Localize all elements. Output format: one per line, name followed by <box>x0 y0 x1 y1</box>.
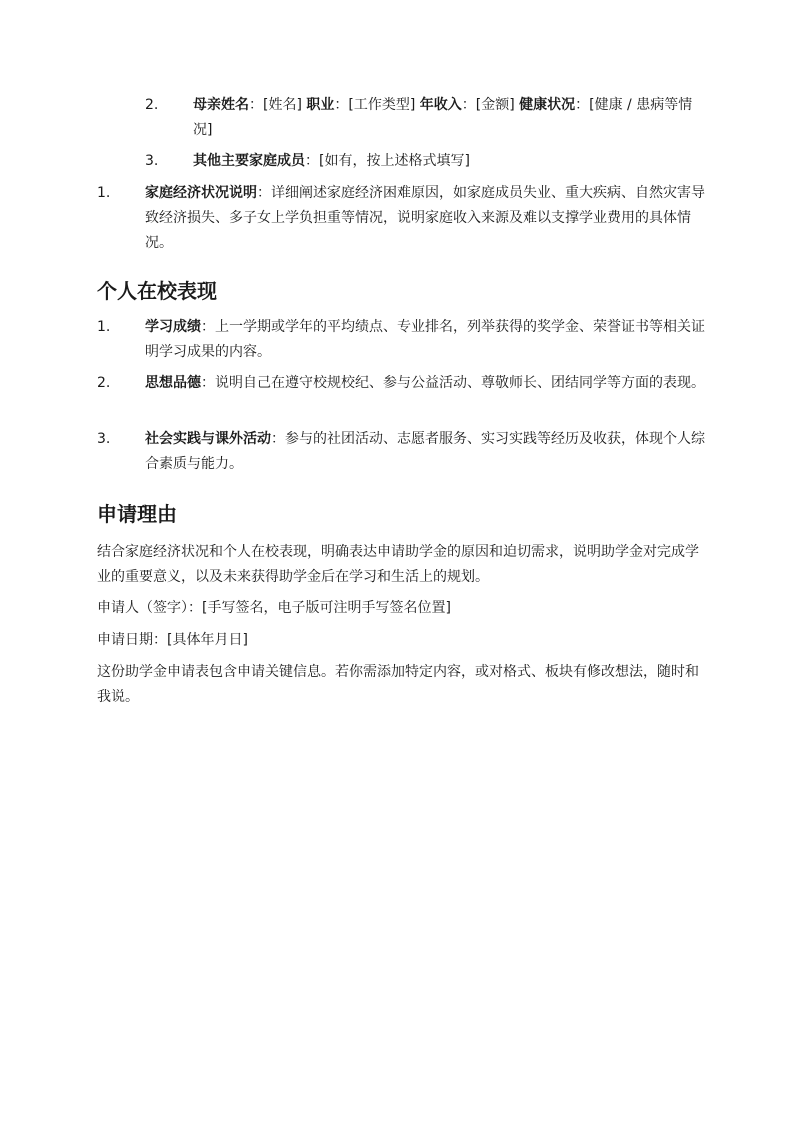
item-text: ：[金额] <box>461 97 520 113</box>
item-text: ：[健康 / 患病等情况] <box>193 97 693 138</box>
signature-line: 申请人（签字）：[手写签名，电子版可注明手写签名位置] <box>97 600 451 616</box>
list-number: 1. <box>97 319 111 335</box>
item-label: 学习成绩 <box>145 319 201 335</box>
reason-paragraph: 结合家庭经济状况和个人在校表现，明确表达申请助学金的原因和迫切需求，说明助学金对完成学业的重要意义，以及未来获得助学金后在学习和生活上的规划。 <box>97 544 699 585</box>
closing-note: 这份助学金申请表包含申请关键信息。若你需添加特定内容，或对格式、板块有修改想法，随时和我说。 <box>97 664 699 705</box>
list-number: 3. <box>145 153 159 169</box>
item-label: 年收入 <box>419 97 462 113</box>
other-family-item <box>193 149 705 174</box>
list-number: 1. <box>97 185 111 201</box>
item-text: ：参与的社团活动、志愿者服务、实习实践等经历及收获，体现个人综合素质与能力。 <box>145 431 705 472</box>
item-text: ：[如有，按上述格式填写] <box>305 153 470 169</box>
item-label: 家庭经济状况说明 <box>145 185 257 201</box>
section-heading-reason: 申请理由 <box>97 502 177 526</box>
grades-item <box>145 315 705 365</box>
mother-info-item <box>193 93 705 143</box>
item-label: 健康状况 <box>519 97 576 113</box>
list-number: 2. <box>97 375 111 391</box>
activities-item <box>145 427 705 477</box>
item-text: ：说明自己在遵守校规校纪、参与公益活动、尊敬师长、团结同学等方面的表现。 <box>201 375 705 391</box>
morality-item <box>145 371 705 396</box>
item-label: 母亲姓名 <box>193 97 249 113</box>
item-text: ：[姓名] <box>249 97 307 113</box>
section-heading-school: 个人在校表现 <box>97 279 217 303</box>
item-text: ：[工作类型] <box>334 97 420 113</box>
item-label: 社会实践与课外活动 <box>145 431 271 447</box>
item-label: 思想品德 <box>145 375 201 391</box>
list-number: 2. <box>145 97 159 113</box>
date-line: 申请日期：[具体年月日] <box>97 632 248 648</box>
item-text: ：详细阐述家庭经济困难原因，如家庭成员失业、重大疾病、自然灾害导致经济损失、多子女上学负担重等情况，说明家庭收入来源及难以支撑学业费用的具体情况。 <box>145 185 705 251</box>
item-text: ：上一学期或学年的平均绩点、专业排名，列举获得的奖学金、荣誉证书等相关证明学习成果的内容。 <box>145 319 705 360</box>
item-label: 职业 <box>306 97 335 113</box>
economic-status-item <box>145 181 705 256</box>
list-number: 3. <box>97 431 111 447</box>
item-label: 其他主要家庭成员 <box>193 153 305 169</box>
